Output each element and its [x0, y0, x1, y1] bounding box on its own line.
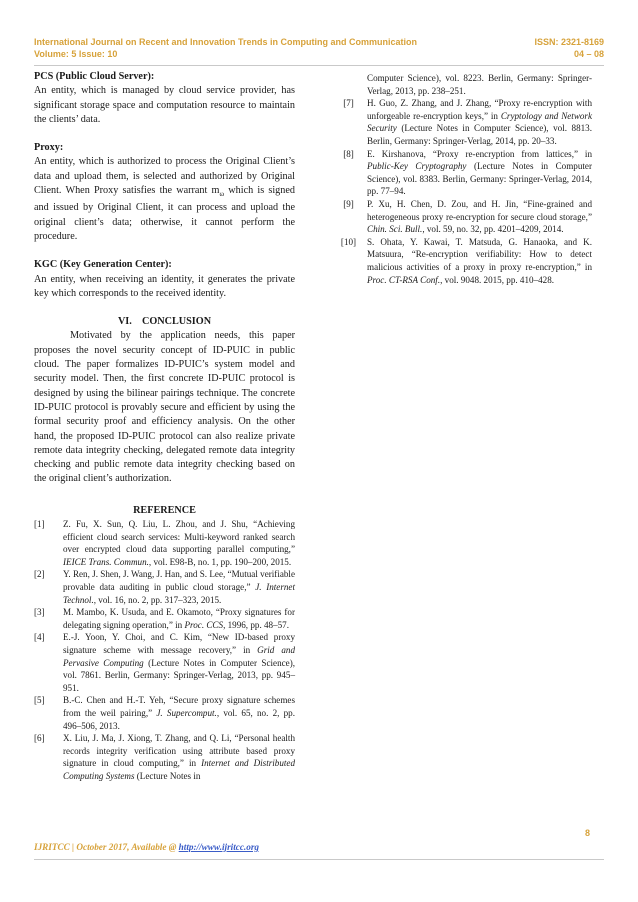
running-header: [34, 37, 604, 48]
page-number: 8: [585, 828, 591, 838]
reference-number: [3]: [34, 607, 45, 618]
reference-number: [2]: [34, 569, 45, 580]
header-rule: [34, 65, 604, 66]
reference-item: [330, 97, 592, 147]
reference-text: B.-C. Chen and H.-T. Yeh, “Secure proxy signature schemes from the weil pairing,” J. Supercomput., vol. 65, no. 2, pp. 496–506, 2013.: [63, 695, 295, 731]
reference-item: [330, 198, 592, 236]
reference-item: [330, 148, 592, 198]
reference-item: [34, 568, 295, 606]
pcs-heading: PCS (Public Cloud Server):: [34, 71, 155, 82]
reference-text: M. Mambo, K. Usuda, and E. Okamoto, “Proxy signatures for delegating signing operation,” in Proc. CCS, 1996, pp. 48–57.: [63, 607, 295, 630]
reference-item: [34, 606, 295, 631]
reference-list-left: [34, 518, 295, 782]
page-range: 04 – 08: [573, 49, 604, 59]
reference-number: [4]: [34, 632, 45, 643]
volume-issue: Volume: 5 Issue: 10: [34, 49, 118, 59]
reference-list-right: [330, 97, 592, 286]
left-column: [34, 70, 295, 783]
reference-text: X. Liu, J. Ma, J. Xiong, T. Zhang, and Q. Li, “Personal health records integrity verification using attribute based proxy signature in cloud computing,” in Internet and Distributed Computing Systems (Lecture Notes in: [63, 733, 296, 781]
proxy-text: An entity, which is authorized to process the Original Client’s data and upload them, is selected and authorized by Original Client. When Proxy satisfies the warrant $m_\omega$ which is signed and issued by Original Client, it can process and upload the original client’s data; otherwise, it cannot perform the procedure.: [34, 156, 295, 242]
reference-text: E.-J. Yoon, Y. Choi, and C. Kim, “New ID-based proxy signature scheme with message recovery,” in Grid and Pervasive Computing (Lecture Notes in Computer Science), vol. 7861. Berlin, Germany: Springer-Verlag, 2013, pp. 945–951.: [63, 632, 296, 693]
kgc-text: An entity, when receiving an identity, it generates the private key which corresponds to the received identity.: [34, 273, 295, 299]
reference-number: [9]: [343, 198, 354, 209]
reference-item: [34, 694, 295, 732]
reference-number: [8]: [343, 148, 354, 159]
reference-text: E. Kirshanova, “Proxy re-encryption from lattices,” in Public-Key Cryptography (Lecture Notes in Computer Science), vol. 8383. Berlin, Germany: Springer-Verlag, 2014, pp. 77–94.: [367, 148, 592, 197]
kgc-heading: KGC (Key Generation Center):: [34, 259, 172, 271]
reference-heading: REFERENCE: [133, 504, 196, 516]
reference-text: S. Ohata, Y. Kawai, T. Matsuda, G. Hanaoka, and K. Matsuura, “Re-encryption verifiability: How to detect malicious activities of a proxy in proxy re-encryption,” in Proc. CT-RSA Conf., vol. 9048. 2015, pp. 410–428.: [367, 236, 592, 285]
footer-rule: [34, 859, 604, 860]
running-header-line2: [34, 49, 604, 60]
reference-number: [5]: [34, 695, 45, 706]
right-column: [330, 72, 592, 286]
journal-title: International Journal on Recent and Innovation Trends in Computing and Communication: [34, 37, 418, 47]
issn: ISSN: 2321-8169: [534, 37, 604, 47]
reference-continuation: Computer Science), vol. 8223. Berlin, Germany: Springer-Verlag, 2013, pp. 238–251.: [367, 73, 592, 96]
reference-number: [7]: [343, 98, 354, 109]
conclusion-heading: VI. CONCLUSION: [117, 316, 212, 328]
reference-text: Z. Fu, X. Sun, Q. Liu, L. Zhou, and J. Shu, “Achieving efficient cloud search services: Multi-keyword ranked search over encrypted cloud data supporting parallel computing,” IEICE Trans. Commun., vol. E98-B, no. 1, pp. 190–200, 2015.: [63, 519, 295, 567]
reference-text: Y. Ren, J. Shen, J. Wang, J. Han, and S. Lee, “Mutual verifiable provable data auditing in public cloud storage,” J. Internet Technol., vol. 16, no. 2, pp. 317–323, 2015.: [63, 569, 295, 605]
reference-number: [6]: [34, 733, 45, 744]
proxy-heading: Proxy:: [34, 142, 64, 154]
footer-text: IJRITCC | October 2017, Available @ http://www.ijritcc.org: [34, 842, 259, 852]
conclusion-text: Motivated by the application needs, this paper proposes the novel security concept of ID-PUIC in public cloud. The paper formalizes ID-PUIC’s system model and security model. Then, the first concrete ID-PUIC protocol is designed by using the bilinear pairings technique. The concrete ID-PUIC protocol is provably secure and efficient by using the formal security proof and efficiency analysis. On the other hand, the proposed ID-PUIC protocol can also realize private remote data integrity checking, delegated remote data integrity checking and public remote data integrity checking based on the original client’s authorization.: [34, 330, 295, 485]
reference-number: [1]: [34, 519, 45, 530]
reference-item: [34, 631, 295, 694]
reference-item: [330, 236, 592, 286]
reference-text: P. Xu, H. Chen, D. Zou, and H. Jin, “Fine-grained and heterogeneous proxy re-encryption for secure cloud storage,” Chin. Sci. Bull., vol. 59, no. 32, pp. 4201–4209, 2014.: [367, 198, 592, 235]
journal-link[interactable]: http://www.ijritcc.org: [178, 842, 259, 852]
reference-item: [34, 518, 295, 568]
pcs-text: An entity, which is managed by cloud service provider, has significant storage space and computation resource to maintain the clients’ data.: [34, 85, 295, 125]
reference-text: H. Guo, Z. Zhang, and J. Zhang, “Proxy re-encryption with unforgeable re-encryption keys,” in Cryptology and Network Security (Lecture Notes in Computer Science), vol. 8813. Berlin, Germany: Springer-Verlag, 2014, pp. 20–33.: [367, 98, 593, 146]
reference-number: [10]: [340, 236, 357, 247]
reference-item: [34, 732, 295, 782]
